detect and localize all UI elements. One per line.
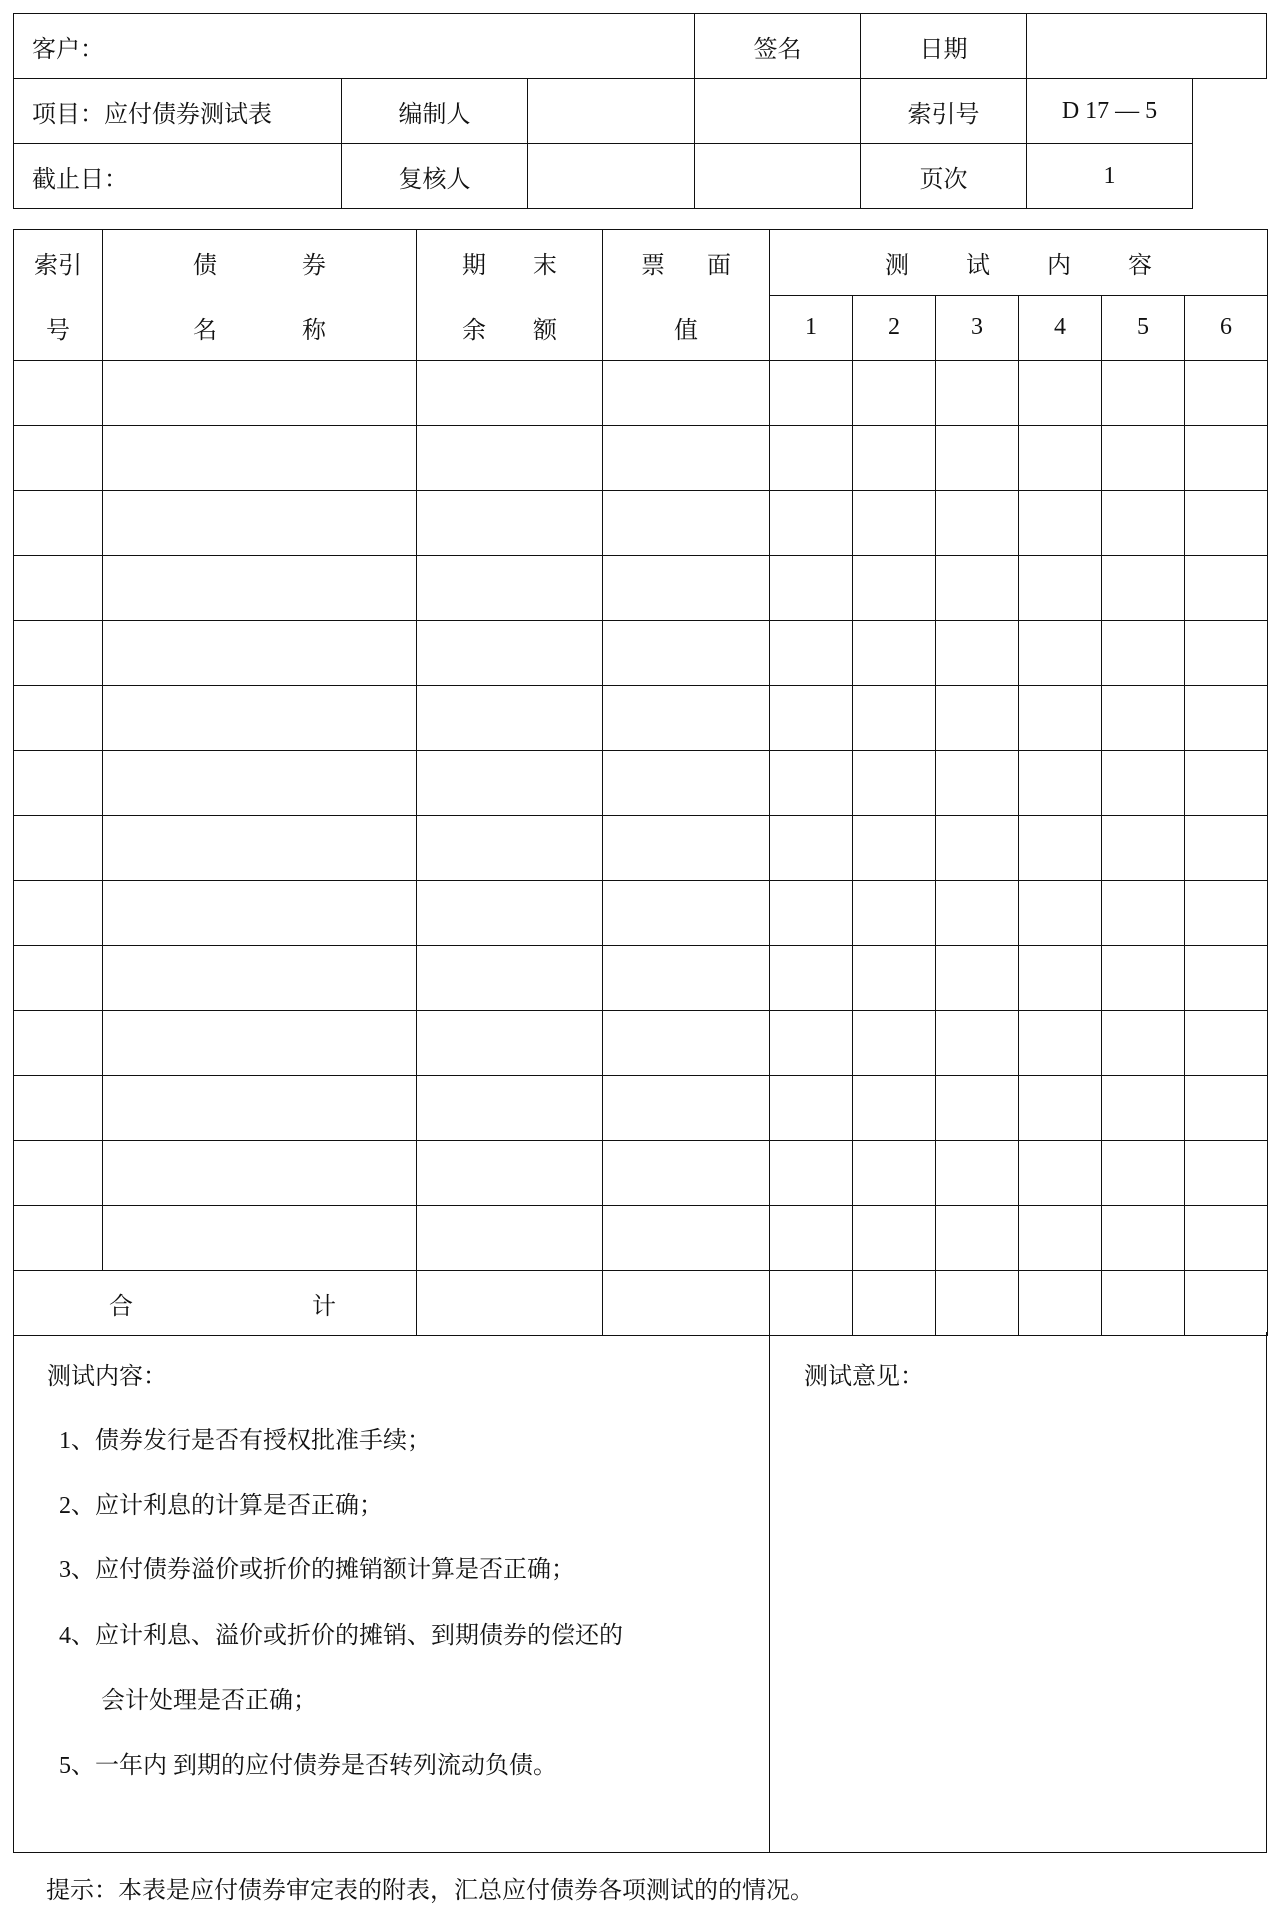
col-header-index: 索引 号 — [14, 230, 103, 361]
table-cell[interactable] — [103, 1076, 417, 1141]
table-cell[interactable] — [770, 1076, 853, 1141]
table-cell[interactable] — [417, 1076, 603, 1141]
table-cell[interactable] — [1185, 556, 1268, 621]
table-cell[interactable] — [603, 1206, 770, 1271]
page-label: 页次 — [861, 144, 1027, 209]
table-cell[interactable] — [936, 556, 1019, 621]
table-row — [14, 621, 1268, 686]
table-cell[interactable] — [603, 686, 770, 751]
table-cell[interactable] — [936, 361, 1019, 426]
table-cell[interactable] — [1102, 751, 1185, 816]
table-cell[interactable] — [603, 426, 770, 491]
table-row — [14, 946, 1268, 1011]
table-cell[interactable] — [853, 1206, 936, 1271]
test-item: 4、应计利息、溢价或折价的摊销、到期债券的偿还的 — [59, 1623, 623, 1649]
footnote: 提示：本表是应付债券审定表的附表，汇总应付债券各项测试的的情况。 — [46, 1878, 814, 1904]
table-cell[interactable] — [103, 426, 417, 491]
table-cell[interactable] — [14, 491, 103, 556]
table-cell[interactable] — [936, 881, 1019, 946]
preparer-label: 编制人 — [342, 79, 528, 144]
table-cell[interactable] — [103, 1141, 417, 1206]
table-row — [14, 1206, 1268, 1271]
table-cell[interactable] — [14, 556, 103, 621]
table-cell[interactable] — [417, 361, 603, 426]
table-cell[interactable] — [853, 556, 936, 621]
table-cell[interactable] — [14, 816, 103, 881]
table-cell[interactable] — [603, 361, 770, 426]
date-label: 日期 — [861, 14, 1027, 79]
table-cell[interactable] — [14, 946, 103, 1011]
table-cell[interactable] — [770, 816, 853, 881]
header-table — [13, 13, 1267, 209]
table-cell[interactable] — [1185, 816, 1268, 881]
table-cell[interactable] — [103, 751, 417, 816]
reviewer-label: 复核人 — [342, 144, 528, 209]
table-cell[interactable] — [1019, 1141, 1102, 1206]
test-number-header: 6 — [1185, 295, 1268, 361]
table-cell[interactable] — [853, 621, 936, 686]
table-cell[interactable] — [770, 946, 853, 1011]
table-cell[interactable] — [603, 1141, 770, 1206]
table-cell[interactable] — [936, 1011, 1019, 1076]
table-cell[interactable] — [936, 751, 1019, 816]
table-cell[interactable] — [770, 621, 853, 686]
table-row — [14, 491, 1268, 556]
table-cell[interactable] — [1019, 1011, 1102, 1076]
table-cell[interactable] — [853, 1076, 936, 1141]
cutoff-label: 截止日： — [14, 144, 342, 209]
table-cell[interactable] — [936, 491, 1019, 556]
bond-test-table — [13, 229, 1268, 1336]
table-cell[interactable] — [14, 361, 103, 426]
total-cell[interactable] — [1019, 1271, 1102, 1336]
table-row — [14, 1141, 1268, 1206]
table-cell[interactable] — [936, 1206, 1019, 1271]
table-cell[interactable] — [1185, 1076, 1268, 1141]
table-cell[interactable] — [1019, 491, 1102, 556]
signature-label: 签名 — [695, 14, 861, 79]
table-cell[interactable] — [603, 1076, 770, 1141]
table-cell[interactable] — [603, 816, 770, 881]
total-cell[interactable] — [770, 1271, 853, 1336]
table-cell[interactable] — [770, 881, 853, 946]
table-cell[interactable] — [417, 426, 603, 491]
test-item: 3、应付债券溢价或折价的摊销额计算是否正确； — [59, 1557, 575, 1583]
table-row — [14, 426, 1268, 491]
table-cell[interactable] — [1102, 946, 1185, 1011]
table-cell[interactable] — [853, 491, 936, 556]
table-cell[interactable] — [417, 491, 603, 556]
preparer-date-field[interactable] — [695, 79, 861, 144]
table-cell[interactable] — [417, 881, 603, 946]
table-cell[interactable] — [1185, 1011, 1268, 1076]
table-cell[interactable] — [1019, 1076, 1102, 1141]
table-row — [14, 816, 1268, 881]
table-cell[interactable] — [1185, 881, 1268, 946]
table-cell[interactable] — [417, 686, 603, 751]
table-cell[interactable] — [1102, 1076, 1185, 1141]
index-value: D 17 — 5 — [1027, 79, 1193, 144]
table-cell[interactable] — [417, 1141, 603, 1206]
table-cell[interactable] — [103, 361, 417, 426]
test-section — [13, 1332, 1267, 1853]
table-cell[interactable] — [14, 1076, 103, 1141]
table-cell[interactable] — [770, 361, 853, 426]
table-cell[interactable] — [417, 556, 603, 621]
table-row — [14, 1076, 1268, 1141]
index-label: 索引号 — [861, 79, 1027, 144]
reviewer-signature-field[interactable] — [528, 144, 695, 209]
total-cell[interactable] — [417, 1271, 603, 1336]
table-cell[interactable] — [1019, 686, 1102, 751]
col-header-ending-balance: 期 末 余 额 — [417, 230, 603, 361]
table-cell[interactable] — [1185, 751, 1268, 816]
table-cell[interactable] — [1102, 361, 1185, 426]
table-cell[interactable] — [1019, 621, 1102, 686]
test-number-header: 2 — [853, 295, 936, 361]
table-cell[interactable] — [770, 491, 853, 556]
table-cell[interactable] — [417, 1011, 603, 1076]
table-cell[interactable] — [1019, 1206, 1102, 1271]
table-cell[interactable] — [103, 686, 417, 751]
table-cell[interactable] — [936, 1076, 1019, 1141]
table-cell[interactable] — [1185, 426, 1268, 491]
table-cell[interactable] — [1102, 816, 1185, 881]
table-cell[interactable] — [417, 751, 603, 816]
total-cell[interactable] — [1102, 1271, 1185, 1336]
table-cell[interactable] — [770, 426, 853, 491]
col-header-test-content: 测 试 内 容 — [770, 230, 1268, 296]
table-cell[interactable] — [1019, 946, 1102, 1011]
table-cell[interactable] — [103, 556, 417, 621]
test-item: 5、一年内 到期的应付债券是否转列流动负债。 — [59, 1753, 557, 1779]
table-cell[interactable] — [14, 686, 103, 751]
table-cell[interactable] — [14, 1141, 103, 1206]
table-cell[interactable] — [770, 1206, 853, 1271]
reviewer-date-field[interactable] — [695, 144, 861, 209]
table-cell[interactable] — [936, 946, 1019, 1011]
section-divider — [769, 1332, 770, 1852]
table-cell[interactable] — [1185, 1141, 1268, 1206]
table-cell[interactable] — [14, 621, 103, 686]
table-cell[interactable] — [1102, 491, 1185, 556]
table-cell[interactable] — [1185, 361, 1268, 426]
table-cell[interactable] — [1102, 1011, 1185, 1076]
table-row — [14, 361, 1268, 426]
table-cell[interactable] — [603, 751, 770, 816]
test-number-header: 3 — [936, 295, 1019, 361]
date-field[interactable] — [1027, 14, 1267, 79]
table-cell[interactable] — [1019, 361, 1102, 426]
table-cell[interactable] — [417, 1206, 603, 1271]
table-cell[interactable] — [1019, 751, 1102, 816]
table-cell[interactable] — [1019, 426, 1102, 491]
table-cell[interactable] — [853, 881, 936, 946]
test-item-continuation: 会计处理是否正确； — [101, 1688, 317, 1714]
table-cell[interactable] — [853, 946, 936, 1011]
test-opinion-title: 测试意见： — [804, 1364, 924, 1390]
table-cell[interactable] — [1019, 556, 1102, 621]
table-cell[interactable] — [14, 1011, 103, 1076]
table-cell[interactable] — [103, 881, 417, 946]
table-cell[interactable] — [417, 621, 603, 686]
test-item: 1、债券发行是否有授权批准手续； — [59, 1428, 431, 1454]
table-cell[interactable] — [1185, 946, 1268, 1011]
total-cell[interactable] — [853, 1271, 936, 1336]
table-cell[interactable] — [14, 426, 103, 491]
col-header-face-value: 票 面 值 — [603, 230, 770, 361]
table-cell[interactable] — [603, 946, 770, 1011]
table-cell[interactable] — [14, 881, 103, 946]
col-header-bond-name: 债 券 名 称 — [103, 230, 417, 361]
project-label: 项目：应付债券测试表 — [14, 79, 342, 144]
table-cell[interactable] — [853, 1011, 936, 1076]
table-cell[interactable] — [1102, 621, 1185, 686]
table-cell[interactable] — [1102, 556, 1185, 621]
table-cell[interactable] — [417, 816, 603, 881]
table-cell[interactable] — [603, 556, 770, 621]
table-cell[interactable] — [853, 361, 936, 426]
table-cell[interactable] — [103, 1011, 417, 1076]
table-cell[interactable] — [936, 426, 1019, 491]
table-row — [14, 1011, 1268, 1076]
table-cell[interactable] — [853, 426, 936, 491]
page-value: 1 — [1027, 144, 1193, 209]
table-cell[interactable] — [1019, 816, 1102, 881]
preparer-signature-field[interactable] — [528, 79, 695, 144]
table-row — [14, 686, 1268, 751]
table-cell[interactable] — [853, 1141, 936, 1206]
total-label: 合 计 — [14, 1271, 417, 1336]
table-cell[interactable] — [103, 1206, 417, 1271]
table-cell[interactable] — [936, 686, 1019, 751]
table-cell[interactable] — [770, 556, 853, 621]
total-row — [14, 1271, 1268, 1336]
total-cell[interactable] — [936, 1271, 1019, 1336]
table-cell[interactable] — [1185, 1206, 1268, 1271]
table-cell[interactable] — [770, 1011, 853, 1076]
table-cell[interactable] — [103, 816, 417, 881]
table-cell[interactable] — [103, 491, 417, 556]
table-cell[interactable] — [14, 1206, 103, 1271]
test-number-header: 5 — [1102, 295, 1185, 361]
table-cell[interactable] — [1185, 491, 1268, 556]
table-cell[interactable] — [103, 946, 417, 1011]
total-cell[interactable] — [603, 1271, 770, 1336]
table-cell[interactable] — [770, 686, 853, 751]
table-cell[interactable] — [936, 621, 1019, 686]
client-label: 客户： — [32, 36, 104, 63]
total-cell[interactable] — [1185, 1271, 1268, 1336]
table-cell[interactable] — [1019, 881, 1102, 946]
table-cell[interactable] — [1102, 426, 1185, 491]
table-cell[interactable] — [1185, 686, 1268, 751]
table-cell[interactable] — [603, 881, 770, 946]
table-cell[interactable] — [603, 1011, 770, 1076]
test-item: 2、应计利息的计算是否正确； — [59, 1493, 383, 1519]
table-cell[interactable] — [1102, 1141, 1185, 1206]
table-cell[interactable] — [770, 751, 853, 816]
table-row — [14, 881, 1268, 946]
table-cell[interactable] — [603, 491, 770, 556]
table-row — [14, 556, 1268, 621]
client-field[interactable] — [14, 14, 695, 79]
table-cell[interactable] — [14, 751, 103, 816]
table-cell[interactable] — [1102, 686, 1185, 751]
table-cell[interactable] — [417, 946, 603, 1011]
table-cell[interactable] — [770, 1141, 853, 1206]
table-row — [14, 751, 1268, 816]
table-cell[interactable] — [603, 621, 770, 686]
test-opinion-field[interactable] — [784, 1402, 1256, 1842]
table-cell[interactable] — [103, 621, 417, 686]
table-cell[interactable] — [1102, 881, 1185, 946]
test-content-title: 测试内容： — [47, 1364, 167, 1390]
table-cell[interactable] — [1102, 1206, 1185, 1271]
table-cell[interactable] — [853, 816, 936, 881]
table-cell[interactable] — [1185, 621, 1268, 686]
test-number-header: 4 — [1019, 295, 1102, 361]
table-cell[interactable] — [936, 816, 1019, 881]
table-cell[interactable] — [936, 1141, 1019, 1206]
table-cell[interactable] — [853, 751, 936, 816]
table-cell[interactable] — [853, 686, 936, 751]
test-number-header: 1 — [770, 295, 853, 361]
